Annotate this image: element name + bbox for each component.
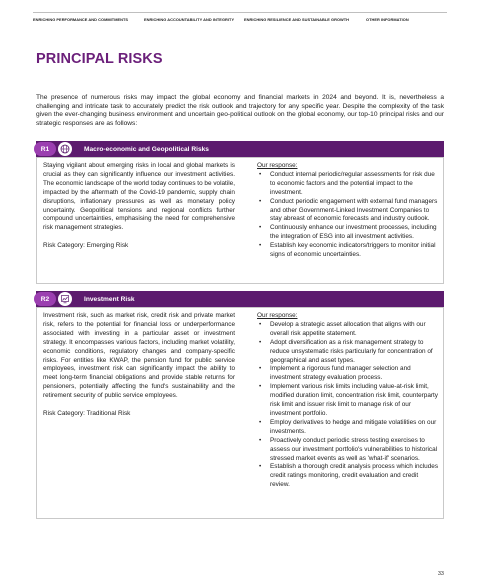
response-item: • Adopt diversification as a risk management strategy to reduce unsystematic risks particularly for concentration of geographical and asset types. [257,339,439,366]
risk-box-r1 [36,157,444,284]
intro-paragraph: The presence of numerous risks may impact the global economy and financial markets in 2024 and beyond. It is, nevertheless a challenging and intricate task to accurately predict the risk outlook and trajectory for any specific year. Despite the complexity of the task given the ever-changing business environment and uncertain geo-political outlook on the global economy, our top-10 principal risks and our strategic responses are as follows: [36,94,444,127]
risk-description-column-r2 [37,308,241,419]
response-list-r2 [257,321,439,490]
investment-chart-icon [58,292,72,306]
response-label-r2: Our response: [257,312,298,319]
response-item: • Employ derivatives to hedge and mitigate volatilities on our investments. [257,419,439,437]
risk-category-r1: Risk Category: Emerging Risk [43,242,129,250]
risk-response-column-r1 [253,158,443,260]
nav-accountability[interactable]: ENRICHING ACCOUNTABILITY AND INTEGRITY [144,12,244,22]
risk-description-r2: Investment risk, such as market risk, credit risk and private market risk, refers to the potential for financial loss or underperformance associated with investing in a particular asset or investment strategy. It encompasses various factors, including market volatility, economic conditions, regulatory changes and company-specific risks. For entities like KWAP, the pension fund for public service employees, investment risk can significantly impact the ability to meet long-term financial obligations and provide stable returns for pensioners, potentially affecting the fund's sustainability and the retirement security of public service employees. [43,312,235,400]
risk-response-column-r2 [253,308,443,490]
risk-box-r2 [36,307,444,519]
risk-badge-r1: R1 [34,142,56,156]
response-item: • Implement a rigorous fund manager selection and investment strategy evaluation process. [257,365,439,383]
top-navigation [33,12,447,22]
page-number: 33 [437,571,444,577]
risk-title-r1: Macro-economic and Geopolitical Risks [84,145,209,153]
risk-header-r2 [36,291,444,307]
response-item: • Establish a thorough credit analysis process which includes credit ratings monitoring, credit evaluation and credit review. [257,463,439,490]
risk-title-r2: Investment Risk [84,295,135,303]
nav-performance[interactable]: ENRICHING PERFORMANCE AND COMMITMENTS [33,12,144,22]
response-list-r1 [257,171,439,260]
response-item: • Continuously enhance our investment processes, including the integration of ESG into all investment activities. [257,224,439,242]
response-item: • Conduct internal periodic/regular assessments for risk due to economic factors and the potential impact to the investment. [257,171,439,198]
response-item: • Implement various risk limits including value-at-risk limit, modified duration limit, concentration risk limit, counterparty risk limit and issuer risk limit to manage risk of our investment portfolio. [257,383,439,419]
risk-description-r1: Staying vigilant about emerging risks in local and global markets is crucial as they can significantly influence our investment activities. The economic landscape of the world today continues to be volatile, impacted by the aftermath of the Covid-19 pandemic, supply chain disruptions, inflationary pressures as well as monetary policy uncertainty. Geopolitical tensions and regional conflicts further compound uncertainties, emphasising the need for comprehensive risk management strategies. [43,162,235,232]
response-item: • Develop a strategic asset allocation that aligns with our overall risk appetite statement. [257,321,439,339]
risk-badge-r2: R2 [34,292,56,306]
nav-other-information[interactable]: OTHER INFORMATION [366,12,447,22]
response-item: • Establish key economic indicators/triggers to monitor initial signs of economic uncertainties. [257,242,439,260]
risk-description-column-r1 [37,158,241,251]
risk-category-r2: Risk Category: Traditional Risk [43,410,131,418]
response-label-r1: Our response: [257,162,298,169]
response-item: • Proactively conduct periodic stress testing exercises to assess our investment portfolio's vulnerabilities to historical stressed market events as well as 'what-if' scenarios. [257,437,439,464]
nav-resilience[interactable]: ENRICHING RESILIENCE AND SUSTAINABLE GROWTH [244,12,366,22]
response-item: • Conduct periodic engagement with external fund managers and other Government-Linked Investment Companies to stay abreast of economic forecasts and industry outlook. [257,198,439,225]
globe-icon [58,142,72,156]
page-title: PRINCIPAL RISKS [36,51,163,67]
risk-header-r1 [36,141,444,157]
